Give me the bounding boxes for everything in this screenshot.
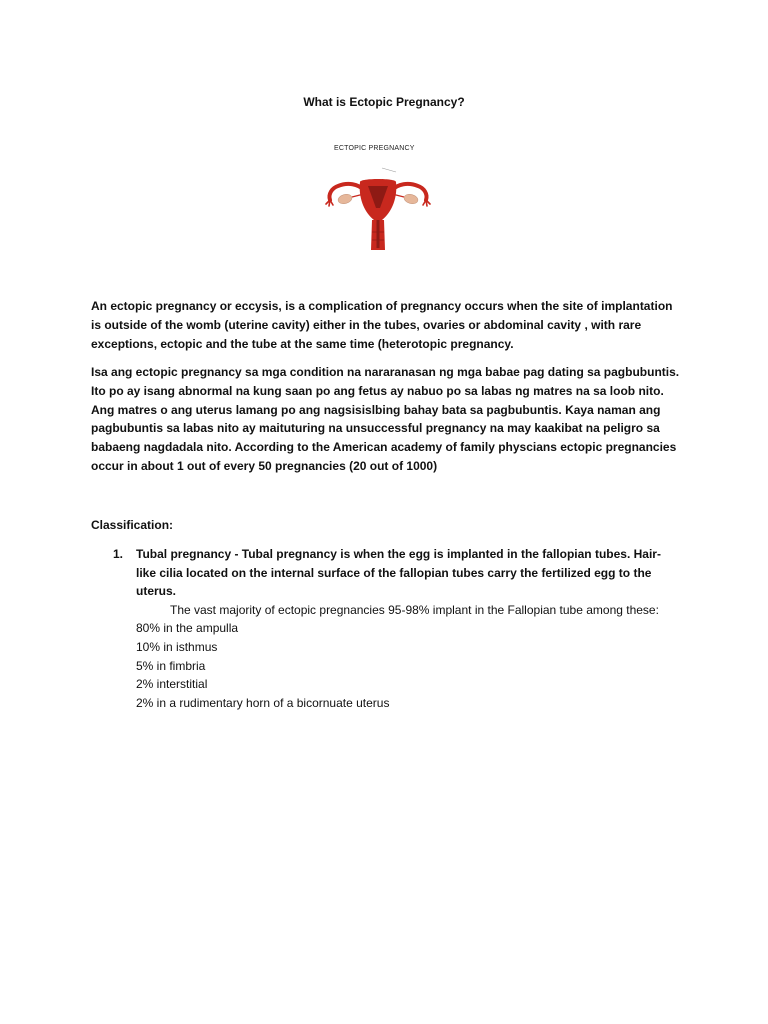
stat-ampulla: 80% in the ampulla [136, 621, 239, 636]
tubal-pregnancy-description: Tubal pregnancy - Tubal pregnancy is when the egg is implanted in the fallopian tubes. Hair-like cilia located on the internal surface of the fallopian tubes carry the fertilized egg to the uterus. [136, 547, 661, 599]
list-item-number: 1. [113, 547, 124, 561]
ectopic-pregnancy-figure [318, 142, 438, 254]
stat-interstitial: 2% interstitial [136, 677, 208, 692]
stat-fimbria: 5% in fimbria [136, 658, 206, 673]
stat-rudimentary-horn: 2% in a rudimentary horn of a bicornuate uterus [136, 695, 390, 710]
figure-caption: ECTOPIC PREGNANCY [334, 145, 415, 152]
intro-paragraph-english: An ectopic pregnancy or eccysis, is a complication of pregnancy occurs when the site of implantation is outside of the womb (uterine cavity) either in the tubes, ovaries or abdominal cavity , with rare exceptions, ectopic and the tube at the same time (heterotopic pregnancy. [91, 299, 673, 351]
list-item-tubal-pregnancy [136, 545, 676, 712]
classification-heading: Classification: [91, 518, 174, 532]
stat-isthmus: 10% in isthmus [136, 639, 218, 654]
uterus-illustration-icon [318, 142, 438, 254]
page-title: What is Ectopic Pregnancy? [303, 95, 465, 109]
intro-paragraph-tagalog: Isa ang ectopic pregnancy sa mga condition na nararanasan ng mga babae pag dating sa pagbubuntis. Ito po ay isang abnormal na kung saan po ang fetus ay nabuo po sa labas ng matres na sa loob nito. Ang matres o ang uterus lamang po ang nagsisislbing bahay bata sa pagbubuntis. Kaya naman ang pagbubuntis sa labas nito ay maituturing na unsuccessful pregnancy na may kaakibat na peligro sa babaeng nagdadala nito. According to the American academy of family physcians ectopic pregnancies occur in about 1 out of every 50 pregnancies (20 out of 1000) [91, 365, 680, 473]
tubal-pregnancy-note: The vast majority of ectopic pregnancies 95-98% implant in the Fallopian tube among these: [170, 602, 659, 617]
